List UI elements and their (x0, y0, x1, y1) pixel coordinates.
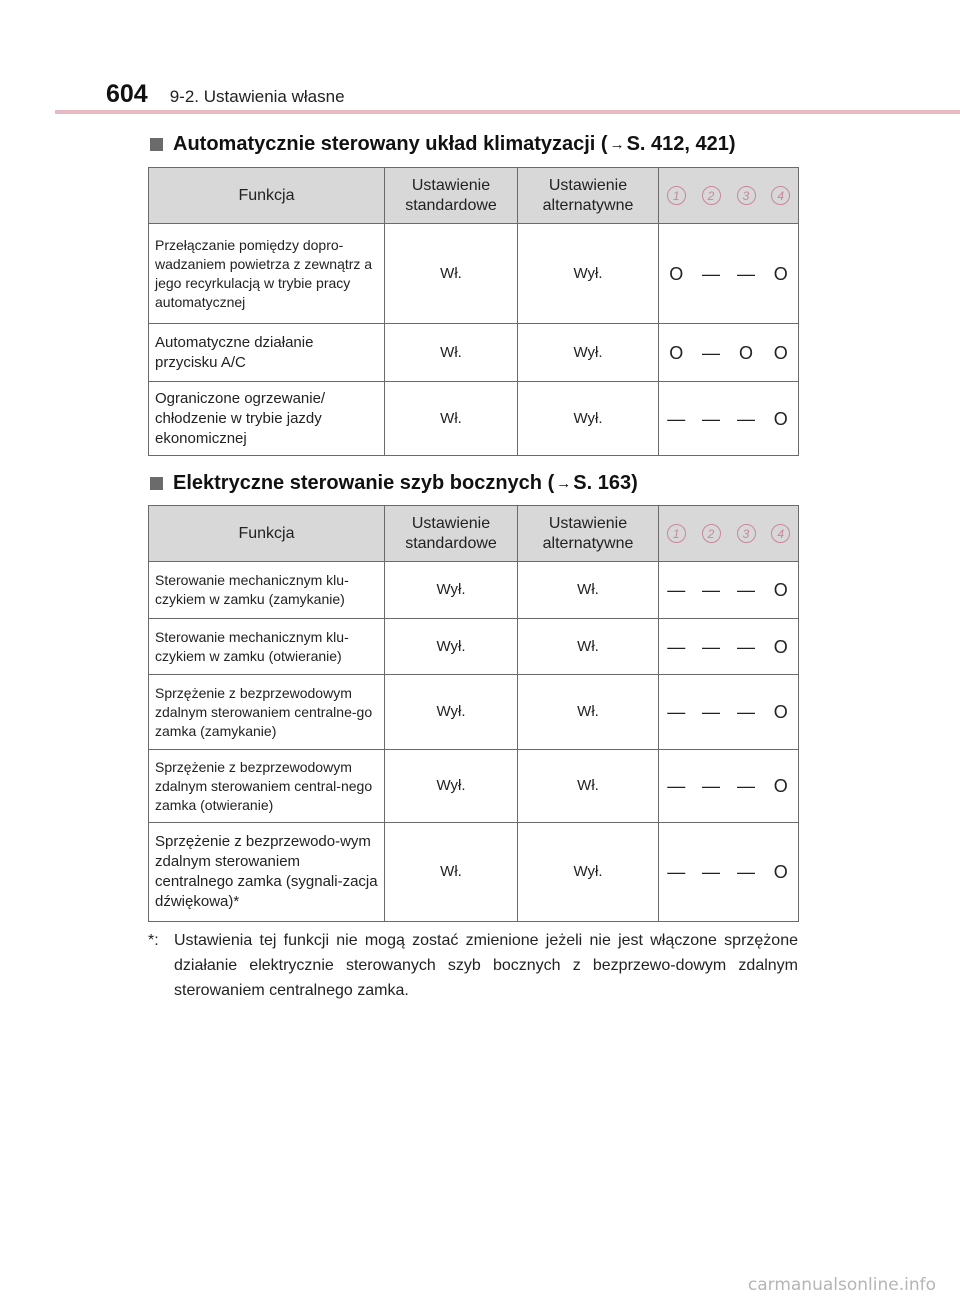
alternative-value: Wł. (518, 750, 659, 823)
option-4: O (764, 562, 799, 619)
default-value: Wył. (385, 619, 518, 675)
option-3: — (729, 619, 764, 675)
option-2: — (694, 619, 729, 675)
table-row (149, 823, 799, 922)
circled-number-icon: 1 (667, 524, 686, 543)
option-1: — (659, 562, 694, 619)
default-value: Wł. (385, 224, 518, 324)
option-3: O (729, 324, 764, 382)
option-1: — (659, 823, 694, 922)
function-name: Sprzężenie z bezprzewodowym zdalnym sterowaniem central-nego zamka (otwieranie) (149, 750, 385, 823)
table-row (149, 224, 799, 324)
default-value: Wł. (385, 324, 518, 382)
default-value: Wł. (385, 823, 518, 922)
column-header-function: Funkcja (149, 168, 385, 224)
circled-number-icon: 2 (702, 186, 721, 205)
option-2: — (694, 675, 729, 750)
column-header-4 (764, 168, 799, 224)
default-value: Wył. (385, 750, 518, 823)
default-value: Wł. (385, 382, 518, 456)
square-bullet-icon (150, 138, 163, 151)
option-1: — (659, 619, 694, 675)
column-header-default: Ustawienie standardowe (385, 168, 518, 224)
table-row (149, 562, 799, 619)
page-number: 604 (106, 80, 148, 108)
chapter-title: 9-2. Ustawienia własne (169, 87, 345, 106)
alternative-value: Wył. (518, 224, 659, 324)
circled-number-icon: 3 (737, 524, 756, 543)
square-bullet-icon (150, 477, 163, 490)
function-name: Sterowanie mechanicznym klu-czykiem w zamku (otwieranie) (149, 619, 385, 675)
function-name: Przełączanie pomiędzy dopro-wadzaniem powietrza z zewnątrz a jego recyrkulacją w trybie pracy automatycznej (149, 224, 385, 324)
option-2: — (694, 324, 729, 382)
circled-number-icon: 3 (737, 186, 756, 205)
default-value: Wył. (385, 675, 518, 750)
column-header-2 (694, 168, 729, 224)
option-1: — (659, 675, 694, 750)
option-2: — (694, 224, 729, 324)
circled-number-icon: 2 (702, 524, 721, 543)
function-name: Ograniczone ogrzewanie/ chłodzenie w trybie jazdy ekonomicznej (149, 382, 385, 456)
table-row (149, 382, 799, 456)
option-3: — (729, 562, 764, 619)
option-4: O (764, 823, 799, 922)
option-4: O (764, 750, 799, 823)
function-name: Automatyczne działanie przycisku A/C (149, 324, 385, 382)
alternative-value: Wł. (518, 675, 659, 750)
option-3: — (729, 675, 764, 750)
alternative-value: Wył. (518, 823, 659, 922)
option-4: O (764, 324, 799, 382)
table-row (149, 750, 799, 823)
function-name: Sprzężenie z bezprzewodo-wym zdalnym sterowaniem centralnego zamka (sygnali-zacja dźwiękowa)* (149, 823, 385, 922)
option-1: O (659, 324, 694, 382)
column-header-4 (764, 506, 799, 562)
option-1: — (659, 382, 694, 456)
watermark: carmanualsonline.info (747, 1275, 936, 1295)
arrow-right-icon: → (556, 475, 572, 492)
function-name: Sterowanie mechanicznym klu-czykiem w zamku (zamykanie) (149, 562, 385, 619)
circled-number-icon: 4 (771, 524, 790, 543)
option-2: — (694, 750, 729, 823)
alternative-value: Wł. (518, 619, 659, 675)
option-1: — (659, 750, 694, 823)
column-header-alternative: Ustawienie alternatywne (518, 168, 659, 224)
option-3: — (729, 224, 764, 324)
arrow-right-icon: → (609, 136, 625, 153)
alternative-value: Wył. (518, 324, 659, 382)
option-2: — (694, 562, 729, 619)
option-4: O (764, 675, 799, 750)
circled-number-icon: 4 (771, 186, 790, 205)
option-3: — (729, 382, 764, 456)
column-header-function: Funkcja (149, 506, 385, 562)
function-name: Sprzężenie z bezprzewodowym zdalnym sterowaniem centralne-go zamka (zamykanie) (149, 675, 385, 750)
default-value: Wył. (385, 562, 518, 619)
column-header-2 (694, 506, 729, 562)
column-header-3 (729, 506, 764, 562)
climate-settings-table (148, 167, 799, 456)
section-title-windows: Elektryczne sterowanie szyb bocznych ( → S. 163) (150, 472, 638, 495)
table-row (149, 324, 799, 382)
column-header-3 (729, 168, 764, 224)
option-1: O (659, 224, 694, 324)
column-header-alternative: Ustawienie alternatywne (518, 506, 659, 562)
column-header-default: Ustawienie standardowe (385, 506, 518, 562)
alternative-value: Wł. (518, 562, 659, 619)
header-divider (55, 110, 960, 114)
option-2: — (694, 382, 729, 456)
option-4: O (764, 382, 799, 456)
table-row (149, 675, 799, 750)
option-3: — (729, 750, 764, 823)
option-4: O (764, 224, 799, 324)
section-title-climate: Automatycznie sterowany układ klimatyzacji ( → S. 412, 421) (150, 133, 736, 156)
footnote-text: Ustawienia tej funkcji nie mogą zostać zmienione jeżeli nie jest włączone sprzężone działanie elektrycznie sterowanych szyb bocznych z bezprzewo-dowym zdalnym sterowaniem centralnego zamka. (174, 932, 798, 999)
footnote-marker: *: (148, 932, 159, 949)
option-2: — (694, 823, 729, 922)
power-window-settings-table (148, 505, 799, 922)
table-row (149, 619, 799, 675)
column-header-1 (659, 506, 694, 562)
option-3: — (729, 823, 764, 922)
option-4: O (764, 619, 799, 675)
page-header (106, 80, 345, 109)
alternative-value: Wył. (518, 382, 659, 456)
circled-number-icon: 1 (667, 186, 686, 205)
column-header-1 (659, 168, 694, 224)
footnote (148, 928, 798, 1003)
